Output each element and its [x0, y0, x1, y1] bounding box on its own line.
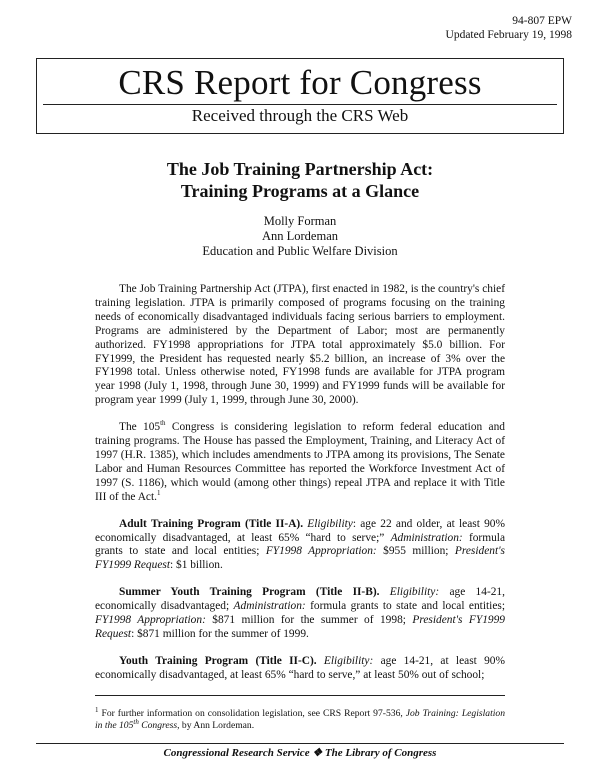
program-heading: Youth Training Program (Title II-C).: [119, 654, 317, 667]
footer-divider: [36, 743, 564, 744]
author-name: Molly Forman: [263, 214, 337, 228]
footnote-reference[interactable]: 1: [157, 488, 161, 497]
author-name: Ann Lordeman: [261, 229, 339, 243]
author-block: [0, 214, 600, 259]
document-title-line1: The Job Training Partnership Act:: [166, 159, 434, 179]
updated-date: Updated February 19, 1998: [445, 29, 572, 41]
report-number: 94-807 EPW: [512, 15, 572, 27]
footnote-divider: [95, 695, 505, 696]
footnote: $^1$ For further information on consolidation legislation, see CRS Report 97-536, Job Training: Legislation in the 105th Congress, by Ann Lordeman.: [95, 705, 505, 731]
banner-subtitle: Received through the CRS Web: [191, 106, 409, 125]
banner-title: CRS Report for Congress: [118, 63, 482, 102]
crs-banner: [36, 58, 564, 134]
footnote-number: 1: [95, 705, 99, 714]
legislation-paragraph: The 105th Congress is considering legislation to reform federal education and training programs. The House has passed the Employment, Training, and Literacy Act of 1997 (H.R. 1385), which includes amendments to JTPA among its provisions, The Senate Labor and Human Resources Committee has reported the Workforce Investment Act of 1997 (S. 1186), which would (among other things) repeal JTPA and replace it with Title III of the Act.$^1$: [95, 419, 505, 503]
program-summer-youth: Summer Youth Training Program (Title II-B). Eligibility: age 14-21, economically disadvantaged; Administration: formula grants to state and local entities; FY1998 Appropriation: $871 million for the summer of 1998; President's FY1999 Request: $871 million for the summer of 1999.: [95, 586, 505, 640]
program-heading: Adult Training Program (Title II-A).: [119, 517, 304, 530]
program-adult-training: Adult Training Program (Title II-A). Eligibility: age 22 and older, at least 90% economically disadvantaged, at least 65% “hard to serve;” Administration: formula grants to state and local entities; FY1998 Appropriation: $955 million; President's FY1999 Request: $1 billion.: [95, 517, 506, 572]
page-footer: Congressional Research Service ❖ The Library of Congress: [163, 747, 437, 759]
document-title-line2: Training Programs at a Glance: [180, 181, 420, 201]
author-division: Education and Public Welfare Division: [202, 244, 398, 258]
intro-paragraph: The Job Training Partnership Act (JTPA), first enacted in 1982, is the country's chief training legislation. JTPA is primarily composed of programs focusing on the training needs of economically disadvantaged individuals facing serious barriers to employment. Programs are administered by the Department of Labor; most are permanently authorized. FY1998 appropriations for JTPA total approximately $5.0 billion. For FY1999, the President has requested nearly $5.2 billion, an increase of 3% over the FY1998 total. Unless otherwise noted, FY1998 funds are available for JTPA program year 1998 (July 1, 1998, through June 30, 1999) and FY1999 funds will be available for program year 1999 (July 1, 1999, through June 30, 2000).: [95, 283, 505, 407]
banner-divider: [43, 104, 557, 105]
program-youth-training: Youth Training Program (Title II-C). Eligibility: age 14-21, at least 90% economically disadvantaged, at least 65% “hard to serve,” at least 50% out of school;: [95, 654, 505, 681]
report-body: [95, 283, 505, 696]
document-title: [0, 158, 600, 202]
report-meta: [446, 14, 572, 42]
program-heading: Summer Youth Training Program (Title II-B).: [119, 586, 380, 599]
